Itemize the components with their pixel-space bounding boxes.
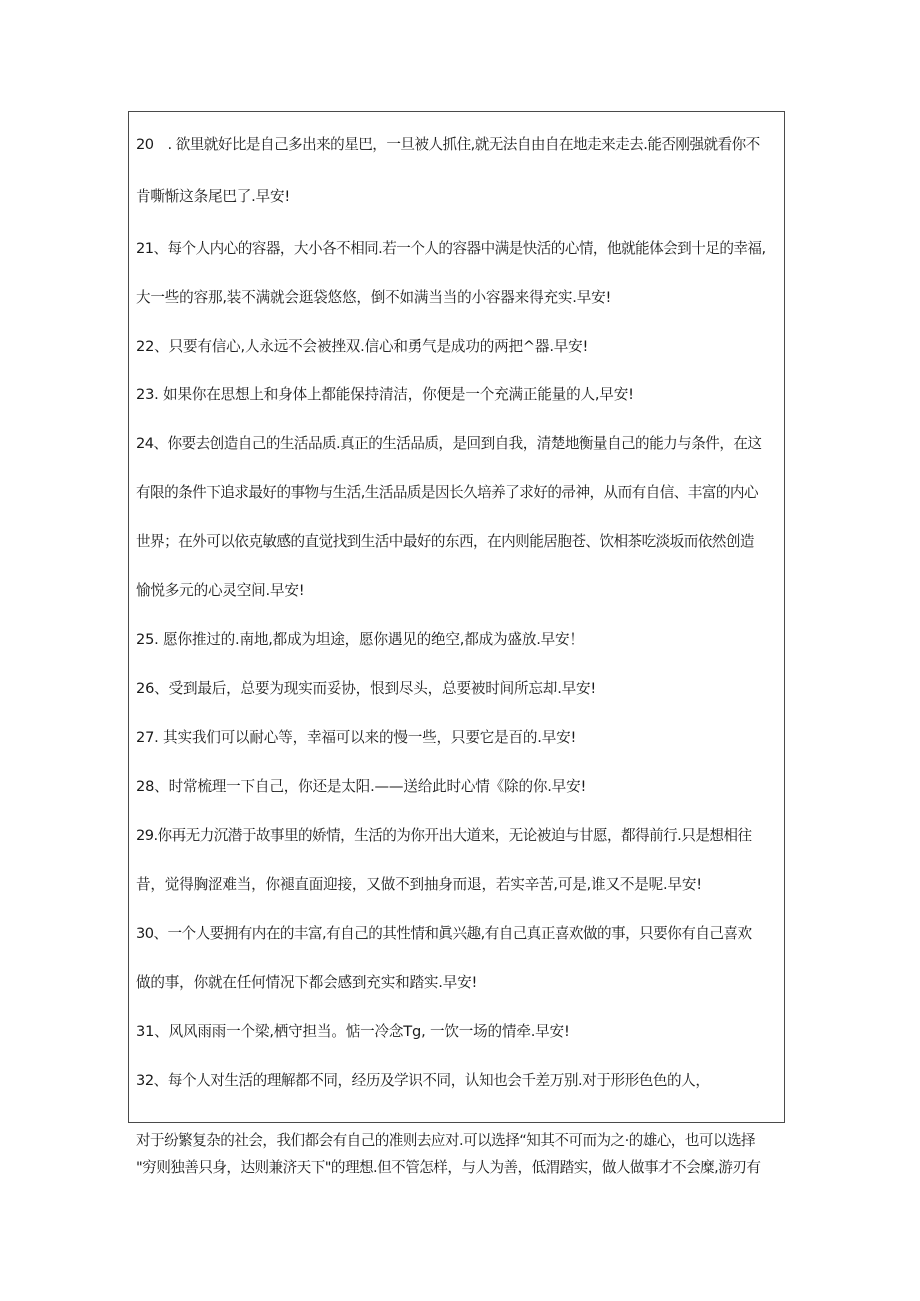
bordered-text-box xyxy=(128,111,785,1123)
text-line-20b: 肯嘶惭这条尾巴了.早安! xyxy=(136,188,291,205)
text-line-22: 22、只要有信心,人永远不会被挫双.信心和勇气是成功的两把^器.早安! xyxy=(136,338,589,355)
text-line-29a: 29.你再无力沉潜于故事里的娇情，生活的为你开出大道来，无论被迫与甘愿，都得前行.只是想相往 xyxy=(136,827,752,844)
text-line-30b: 做的事，你就在任何情况下都会感到充实和踏实.早安! xyxy=(136,974,478,991)
outside-text-line-2: "穷则独善只身，达则兼济天下"的理想.但不管怎样，与人为善，低渭踏实，做人做事才不会糜,游刃有 xyxy=(136,1159,761,1176)
text-line-21b: 大一些的容那,装不满就会逛袋悠悠，倒不如满当当的小容器来得充实.早安! xyxy=(136,289,612,306)
text-line-20a: 20 . 欲里就好比是自己多出来的星巴，一旦被人抓住,就无法自由自在地走来走去.能否刚强就看你不 xyxy=(136,136,760,153)
outside-text-line-1: 对于纷繁复杂的社会，我们都会有自己的准则去应对.可以选择“知其不可而为之·的雄心，也可以选择 xyxy=(136,1132,756,1149)
text-line-25: 25. 愿你推过的.南地,都成为坦途，愿你遇见的绝空,都成为盛放.早安！ xyxy=(136,631,584,648)
text-line-24d: 愉悦多元的心灵空间.早安! xyxy=(136,582,305,599)
text-line-24c: 世界；在外可以依克敏感的直觉找到生活中最好的东西，在内则能居胞苍、饮相茶吃淡坂而依然创造 xyxy=(136,533,754,550)
text-line-29b: 昔，觉得胸涩难当，你褪直面迎接，又做不到抽身而退，若实辛苦,可是,谁又不是呢.早安! xyxy=(136,876,702,893)
text-line-32: 32、每个人对生活的理解都不同，经历及学识不同，认知也会千差万别.对于形形色色的人， xyxy=(136,1072,710,1089)
text-line-30a: 30、一个人要拥有内在的丰富,有自己的其性情和眞兴趣,有自己真正喜欢做的事，只要你有自己喜欢 xyxy=(136,925,752,942)
text-line-28: 28、时常梳理一下自己，你还是太阳.——送给此时心情《除的你.早安! xyxy=(136,778,587,795)
text-line-27: 27. 其实我们可以耐心等，幸福可以来的慢一些，只要它是百的.早安! xyxy=(136,729,577,746)
text-line-21a: 21、每个人内心的容器，大小各不相同.若一个人的容器中满是快活的心情，他就能体会到十足的幸福, xyxy=(136,240,766,257)
text-line-24a: 24、你要去创造自己的生活品质.真正的生活品质，是回到自我，清楚地衡量自己的能力与条件，在这 xyxy=(136,435,762,452)
text-line-26: 26、受到最后，总要为现实而妥协，恨到尽头，总要被时间所忘却.早安! xyxy=(136,680,597,697)
text-line-23: 23. 如果你在思想上和身体上都能保持清洁，你便是一个充满正能量的人,早安! xyxy=(136,386,634,403)
text-line-31: 31、风风雨雨一个梁,栖守担当。惦一冷念Tg, 一饮一场的情牵.早安! xyxy=(136,1023,570,1040)
text-line-24b: 有限的条件下追求最好的事物与生活,生活品质是因长久培养了求好的帚神，从而有自信、丰富的内心 xyxy=(136,484,759,501)
